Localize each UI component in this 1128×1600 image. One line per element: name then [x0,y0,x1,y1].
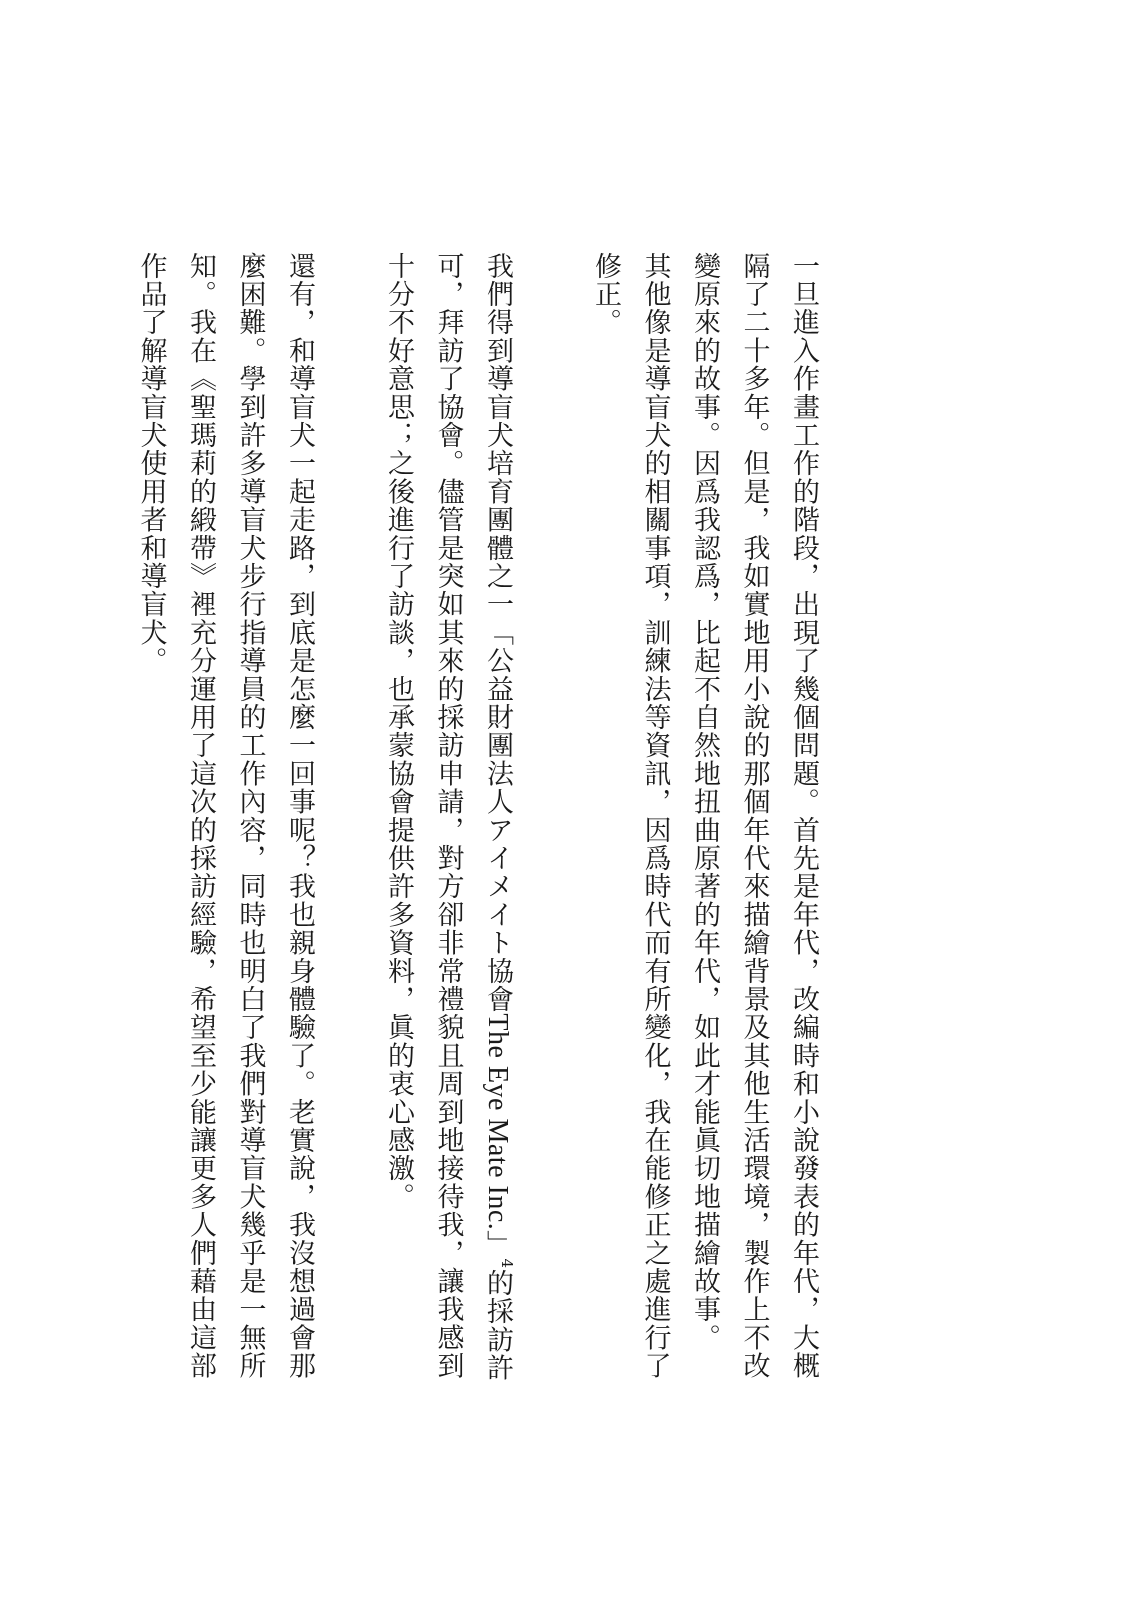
paragraph-3-text-c: 的採訪許可，拜訪了協會。儘管是突如其來的採訪申請，對方卻非常禮貌且周到地接待我，讓我感到十分不好意思；之後進行了訪談，也承蒙協會提供許多資料，眞的衷心感激。 [383,252,513,1383]
vertical-text-body [126,252,828,1402]
paragraph-3-text-b: 」 [482,1230,513,1259]
footnote-marker: 4 [498,1258,516,1270]
paragraph-1-text: 一旦進入作畫工作的階段，出現了幾個問題。首先是年代，改編時和小說發表的年代，大概隔了二十多年。但是，我如實地用小說的那個年代來描繪背景及其他生活環境，製作上不改變原來的故事。因爲我認爲，比起不自然地扭曲原著的年代，如此才能眞切地描繪故事。 [689,252,819,1380]
paragraph-3 [374,252,532,1402]
paragraph-3-text-a: 我們得到導盲犬培育團體之一「公益財團法人アイメイト協會 [482,252,513,1014]
paragraph-gap [324,252,374,1402]
paragraph-2-text: 其他像是導盲犬的相關事項，訓練法等資訊，因爲時代而有所變化，我在能修正之處進行了修正。 [590,252,671,1380]
paragraph-4-text: 還有，和導盲犬一起走路，到底是怎麼一回事呢？我也親身體驗了。老實說，我沒想過會那麼困難。學到許多導盲犬步行指導員的工作內容，同時也明白了我們對導盲犬幾乎是一無所知。我在《聖瑪莉的緞帶》裡充分運用了這次的採訪經驗，希望至少能讓更多人們藉由這部作品了解導盲犬使用者和導盲犬。 [135,252,315,1380]
paragraph-1 [680,252,829,1402]
paragraph-4 [126,252,324,1402]
organization-english-name: The Eye Mate Inc. [482,1013,513,1231]
paragraph-gap [531,252,581,1402]
paragraph-2 [581,252,680,1402]
